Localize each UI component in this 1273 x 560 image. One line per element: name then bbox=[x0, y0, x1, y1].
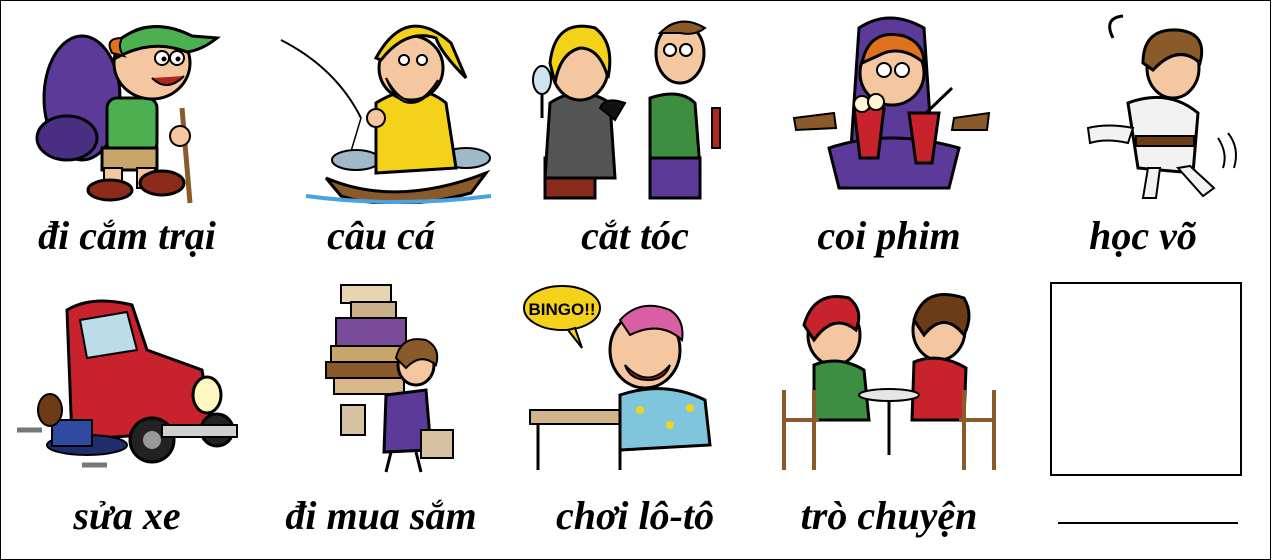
movie-watching-icon bbox=[774, 8, 1004, 204]
activity-label: đi mua sắm bbox=[285, 493, 477, 538]
activity-label: chơi lô-tô bbox=[555, 493, 715, 538]
haircut-icon bbox=[520, 8, 750, 204]
blank-drawing-box[interactable] bbox=[1050, 282, 1242, 476]
activity-card-martial-arts bbox=[1016, 0, 1270, 270]
activity-card-movie bbox=[762, 0, 1016, 270]
bingo-icon bbox=[520, 280, 750, 476]
activity-label: coi phim bbox=[817, 213, 961, 258]
bingo-bubble-text: BINGO!! bbox=[528, 300, 596, 319]
activity-label: sửa xe bbox=[73, 493, 181, 538]
activity-label: học võ bbox=[1089, 213, 1197, 258]
activity-card-camping bbox=[0, 0, 254, 270]
activity-card-fishing bbox=[254, 0, 508, 270]
activity-label: trò chuyện bbox=[800, 493, 978, 538]
car-repair-icon bbox=[12, 280, 242, 476]
activity-label: đi cắm trại bbox=[38, 213, 216, 258]
activity-card-car-repair bbox=[0, 272, 254, 542]
activity-card-haircut bbox=[508, 0, 762, 270]
blank-answer-line[interactable] bbox=[1058, 522, 1238, 524]
activity-card-chatting bbox=[762, 272, 1016, 542]
activity-label: cắt tóc bbox=[581, 213, 689, 258]
activity-label: câu cá bbox=[327, 213, 435, 258]
activity-card-bingo bbox=[508, 272, 762, 542]
camping-boy-icon bbox=[12, 8, 242, 204]
activity-card-shopping bbox=[254, 272, 508, 542]
chatting-icon bbox=[774, 280, 1004, 476]
fishing-man-icon bbox=[266, 8, 496, 204]
shopping-icon bbox=[266, 280, 496, 476]
martial-arts-icon bbox=[1028, 8, 1258, 204]
